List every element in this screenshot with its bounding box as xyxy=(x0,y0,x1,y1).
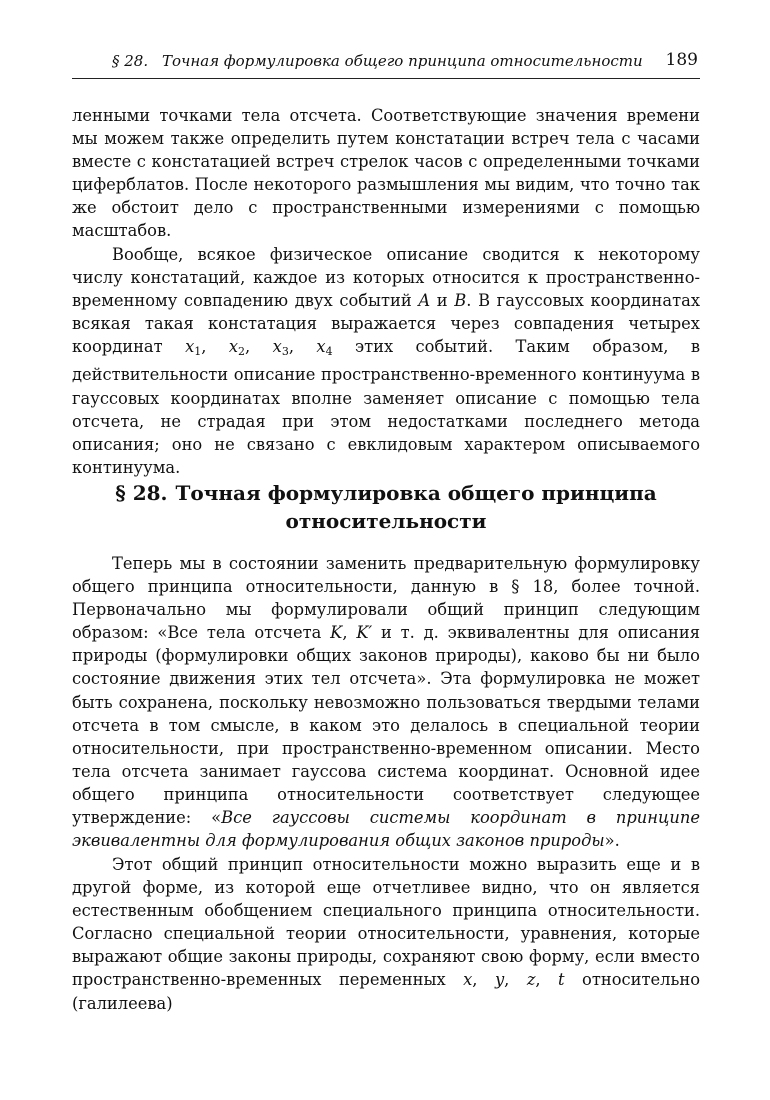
text-run: . В гауссовых координатах всякая такая констатация выражается через совпадения четырех координат xyxy=(72,291,701,357)
math-subscript: 3 xyxy=(281,345,289,359)
text-run: , xyxy=(535,970,559,990)
emphasis-statement: Все гауссовы системы координат в принципе эквивалентны для формулирования общих законов природы xyxy=(72,808,700,851)
math-subscript: 4 xyxy=(325,345,333,359)
text-run: , xyxy=(245,337,273,357)
text-run: , xyxy=(288,337,317,357)
text-run: Теперь мы в состоянии заменить предварительную формулировку общего принципа относительности, данную в § 18, более точной. Первоначально мы формулировали общий принцип следующим образом: «Все тела отсчета xyxy=(72,554,700,643)
text-run: и т. д. эквивалентны для описания природы (формулировки общих законов природы), каково бы ни было состояние движения этих тел отсчета». Эта формулировка не может быть сохранена, поскольку невозможно пользоваться твердыми телами отсчета в том смысле, в каком это делалось в специальной теории относительности, при пространственно-временном описании. Место тела отсчета занимает гауссова система координат. Основной идее общего принципа относительности соответствует следующее утверждение: « xyxy=(72,623,700,828)
math-event-a: A xyxy=(418,291,431,311)
math-x: x xyxy=(463,970,473,990)
paragraph-description xyxy=(72,243,700,479)
math-x: x xyxy=(185,337,195,357)
running-head xyxy=(72,50,700,79)
math-k-prime: K′ xyxy=(356,623,373,643)
text-run: , xyxy=(504,970,527,990)
math-z: z xyxy=(526,970,536,990)
math-x: x xyxy=(272,337,282,357)
section-title-line1: Точная формулировка общего принципа xyxy=(175,481,657,505)
section-title-line2: относительности xyxy=(285,509,487,533)
math-y: y xyxy=(494,970,505,990)
running-head-title: Точная формулировка общего принципа относительности xyxy=(162,52,643,70)
text-run: этих событий. Таким образом, в действительности описание пространственно-временного континуума в гауссовых координатах вполне заменяет описание с помощью тела отсчета, не страдая при этом недостатками последнего метода описания; оно не связано с евклидовым характером описываемого континуума. xyxy=(72,337,701,477)
text-run: ». xyxy=(604,831,620,851)
math-x: x xyxy=(316,337,326,357)
math-subscript: 2 xyxy=(238,345,246,359)
page-number: 189 xyxy=(665,50,698,70)
math-t: t xyxy=(558,970,565,990)
paragraph-continuation: ленными точками тела отсчета. Соответствующие значения времени мы можем также определить путем констатации встреч тела с часами вместе с констатацией встреч стрелок часов с определенными точками циферблатов. После некоторого размышления мы видим, что точно так же обстоит дело с пространственными измерениями с помощью масштабов. xyxy=(72,106,700,241)
text-run: , xyxy=(472,970,495,990)
text-run: относительно (галилеева) xyxy=(72,970,700,1013)
text-run: Вообще, всякое физическое описание сводится к некоторому числу констатаций, каждое из которых относится к пространственно-временному совпадению двух событий xyxy=(72,245,700,311)
math-subscript: 1 xyxy=(194,345,202,359)
section-heading xyxy=(72,479,700,535)
text-run: Этот общий принцип относительности можно выразить еще и в другой форме, из которой еще отчетливее видно, что он является естественным обобщением специального принципа относительности. Согласно специальной теории относительности, уравнения, которые выражают общие законы природы, сохраняют свою форму, если вместо пространственно-временных переменных xyxy=(72,855,700,990)
running-head-section: § 28. xyxy=(112,52,149,70)
text-run: и xyxy=(430,291,455,311)
section-number: § 28. xyxy=(115,481,168,505)
text-run: , xyxy=(342,623,357,643)
paragraph-principle xyxy=(72,552,700,852)
paragraph-other-form xyxy=(72,853,700,1015)
math-k: K xyxy=(330,623,343,643)
math-x: x xyxy=(228,337,239,357)
text-run: , xyxy=(201,337,229,357)
math-event-b: B xyxy=(454,291,467,311)
